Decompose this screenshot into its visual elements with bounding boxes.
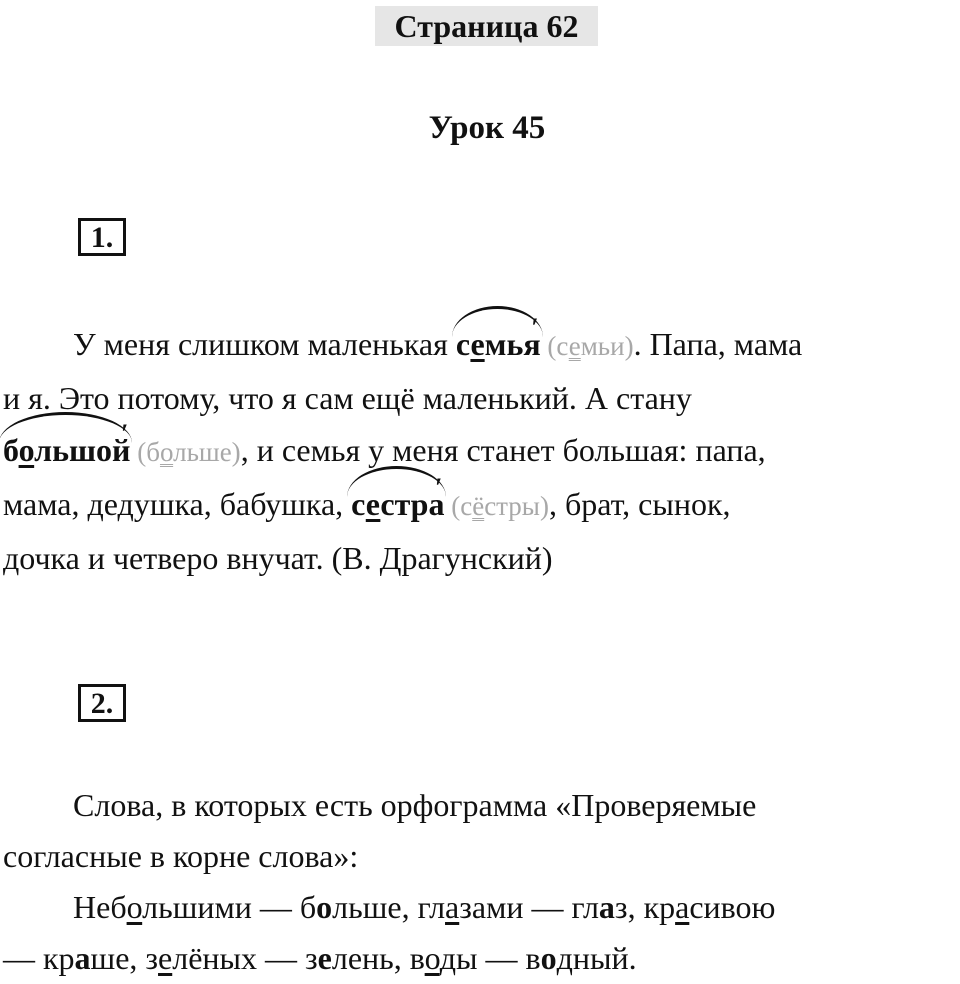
task-1-line-2: и я. Это потому, что я сам ещё маленький. А стану	[3, 380, 692, 416]
word-semya: семья ′	[456, 318, 541, 370]
word-sestra: сестра ′	[351, 478, 444, 530]
task-1-line-3: большой ′ (больше), и семья у меня станет большая: папа,	[3, 424, 960, 478]
task-2-line-1: Слова, в которых есть орфограмма «Проверяемые	[73, 787, 757, 823]
check-word-semi: (семьи)	[540, 331, 634, 361]
lesson-title: Урок 45	[428, 110, 546, 146]
word-bolshoy: большой ′	[3, 424, 130, 476]
check-word-bolshe: (больше)	[130, 437, 241, 467]
task-2-line-3: Небольшими — больше, глазами — глаз, красивою	[73, 889, 776, 925]
task-2-line-2: согласные в корне слова»:	[3, 838, 359, 874]
task-1-line-4: мама, дедушка, бабушка, сестра ′ (сёстры), брат, сынок,	[3, 478, 960, 532]
page-title: Страница 62	[375, 6, 598, 46]
task-2-number: 2.	[78, 684, 126, 722]
task-1-line-5: дочка и четверо внучат. (В. Драгунский)	[3, 540, 553, 576]
task-1-number: 1.	[78, 218, 126, 256]
task-2-text	[3, 780, 960, 984]
task-1-line-1: У меня слишком маленькая семья ′ (семьи). Папа, мама	[3, 318, 960, 372]
task-2-line-4: — краше, зелёных — зелень, воды — водный.	[3, 940, 637, 976]
task-1-text	[3, 318, 960, 584]
check-word-syostry: (сёстры)	[444, 491, 549, 521]
